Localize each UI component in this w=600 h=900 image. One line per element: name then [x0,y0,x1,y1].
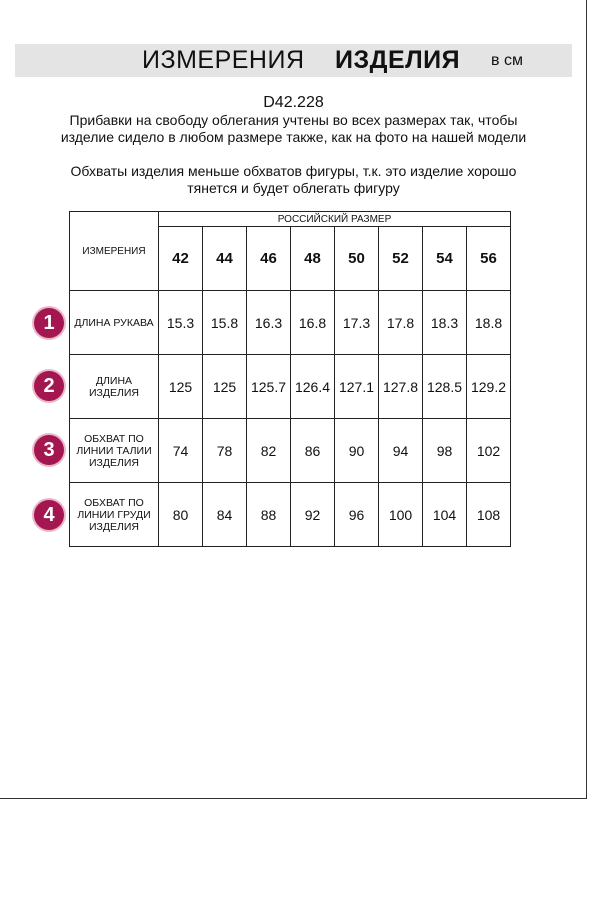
size-header: 54 [423,227,467,291]
table-cell: 98 [423,419,467,483]
measurements-header: ИЗМЕРЕНИЯ [70,212,159,291]
table-cell: 126.4 [291,355,335,419]
table-cell: 74 [159,419,203,483]
size-header: 46 [247,227,291,291]
table-cell: 86 [291,419,335,483]
table-cell: 108 [467,483,511,547]
table-cell: 125 [203,355,247,419]
table-cell: 82 [247,419,291,483]
table-cell: 100 [379,483,423,547]
table-cell: 128.5 [423,355,467,419]
table-row [70,355,511,419]
row-label-bust: ОБХВАТ ПО ЛИНИИ ГРУДИ ИЗДЕЛИЯ [70,483,159,547]
table-row [70,483,511,547]
row-label-sleeve-length: ДЛИНА РУКАВА [70,291,159,355]
header-bar [15,44,572,77]
table-cell: 84 [203,483,247,547]
table-cell: 15.8 [203,291,247,355]
row-label-waist: ОБХВАТ ПО ЛИНИИ ТАЛИИ ИЗДЕЛИЯ [70,419,159,483]
table-cell: 17.8 [379,291,423,355]
table-cell: 17.3 [335,291,379,355]
size-header: 44 [203,227,247,291]
unit-label: в см [491,52,523,69]
note-stretch: Обхваты изделия меньше обхватов фигуры, т.к. это изделие хорошо тянется и будет облегать фигуру [70,163,517,196]
table-cell: 127.8 [379,355,423,419]
table-cell: 16.8 [291,291,335,355]
table-cell: 129.2 [467,355,511,419]
table-cell: 15.3 [159,291,203,355]
size-header: 50 [335,227,379,291]
title-part-1: ИЗМЕРЕНИЯ [142,46,305,74]
table-cell: 94 [379,419,423,483]
row-number-badge: 1 [34,308,64,338]
note-allowance: Прибавки на свободу облегания учтены во всех размерах так, чтобы изделие сидело в любом размере также, как на фото на нашей модели [60,112,527,145]
size-group-header: РОССИЙСКИЙ РАЗМЕР [159,212,511,227]
size-header: 56 [467,227,511,291]
title-part-2: ИЗДЕЛИЯ [335,46,461,74]
row-number-badge: 3 [34,435,64,465]
table-cell: 96 [335,483,379,547]
table-cell: 80 [159,483,203,547]
row-label-item-length: ДЛИНА ИЗДЕЛИЯ [70,355,159,419]
table-cell: 127.1 [335,355,379,419]
measurements-table [69,211,511,547]
table-cell: 90 [335,419,379,483]
article-number: D42.228 [263,94,324,111]
table-cell: 16.3 [247,291,291,355]
table-cell: 88 [247,483,291,547]
table-cell: 18.8 [467,291,511,355]
table-row [70,419,511,483]
size-header: 48 [291,227,335,291]
table-row [70,291,511,355]
table-cell: 104 [423,483,467,547]
row-number-badge: 2 [34,371,64,401]
table-cell: 102 [467,419,511,483]
table-cell: 125 [159,355,203,419]
table-cell: 18.3 [423,291,467,355]
size-header: 52 [379,227,423,291]
table-cell: 78 [203,419,247,483]
size-header: 42 [159,227,203,291]
row-number-badge: 4 [34,500,64,530]
table-cell: 125.7 [247,355,291,419]
table-cell: 92 [291,483,335,547]
